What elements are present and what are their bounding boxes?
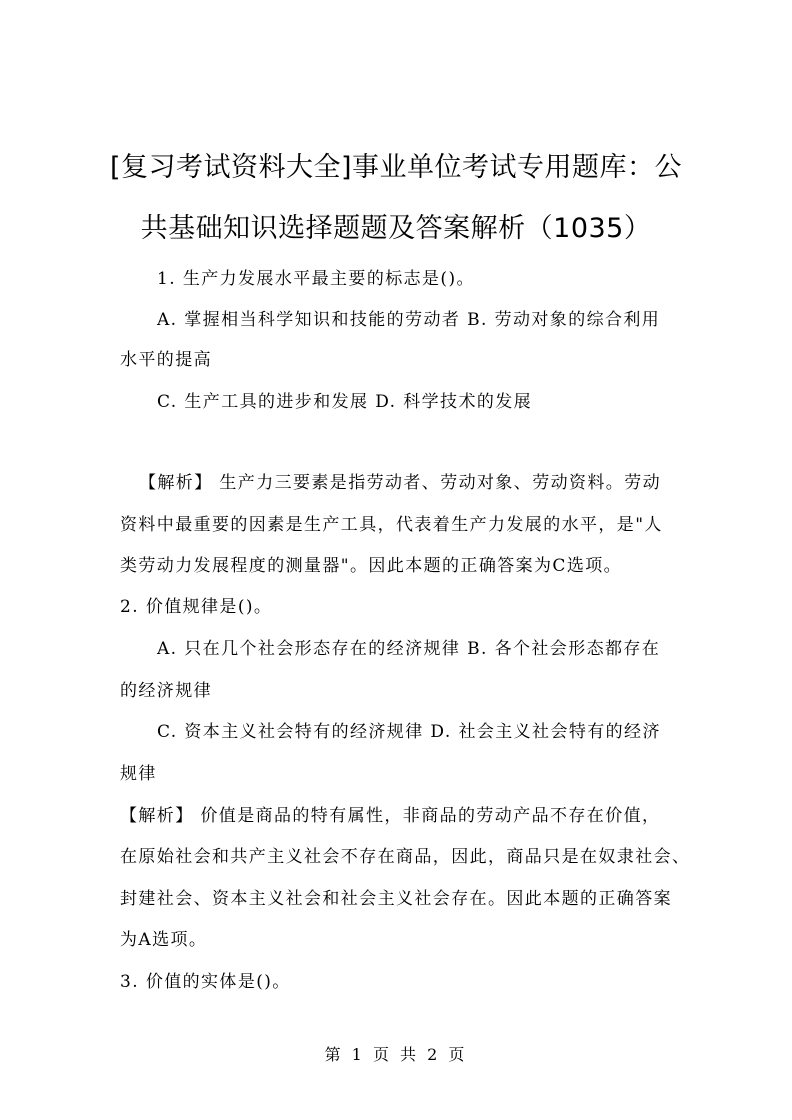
- question-2: 2. 价值规律是()。: [120, 597, 273, 617]
- question-2-analysis-line-2: 在原始社会和共产主义社会不存在商品，因此，商品只是在奴隶社会、: [120, 847, 691, 867]
- question-2-analysis-line-4: 为A选项。: [120, 930, 208, 950]
- page-footer: 第 1 页 共 2 页: [324, 1045, 468, 1064]
- document-title-line-2: 共基础知识选择题题及答案解析（1035）: [140, 213, 652, 244]
- document-title-line-1: [复习考试资料大全]事业单位考试专用题库：公: [109, 152, 683, 183]
- question-2-options-cd-continued: 规律: [120, 764, 157, 784]
- question-3: 3. 价值的实体是()。: [120, 972, 291, 992]
- question-2-options-ab: A. 只在几个社会形态存在的经济规律 B. 各个社会形态都存在: [157, 639, 661, 659]
- question-2-analysis-line-3: 封建社会、资本主义社会和社会主义社会存在。因此本题的正确答案: [120, 889, 672, 909]
- question-1-options-ab: A. 掌握相当科学知识和技能的劳动者 B. 劳动对象的综合利用: [157, 310, 661, 330]
- question-1-analysis-line-1: 【解析】 生产力三要素是指劳动者、劳动对象、劳动资料。劳动: [139, 473, 662, 493]
- question-2-options-cd: C. 资本主义社会特有的经济规律 D. 社会主义社会特有的经济: [157, 722, 661, 742]
- question-1-options-ab-continued: 水平的提高: [120, 350, 212, 370]
- question-1-analysis-line-3: 类劳动力发展程度的测量器"。因此本题的正确答案为C选项。: [120, 556, 623, 576]
- question-2-analysis-line-1: 【解析】 价值是商品的特有属性，非商品的劳动产品不存在价值，: [120, 806, 661, 826]
- question-1: 1. 生产力发展水平最主要的标志是()。: [157, 269, 475, 289]
- question-1-analysis-line-2: 资料中最重要的因素是生产工具，代表着生产力发展的水平，是"人: [120, 515, 663, 535]
- question-1-options-cd: C. 生产工具的进步和发展 D. 科学技术的发展: [157, 392, 533, 412]
- question-2-options-ab-continued: 的经济规律: [120, 681, 212, 701]
